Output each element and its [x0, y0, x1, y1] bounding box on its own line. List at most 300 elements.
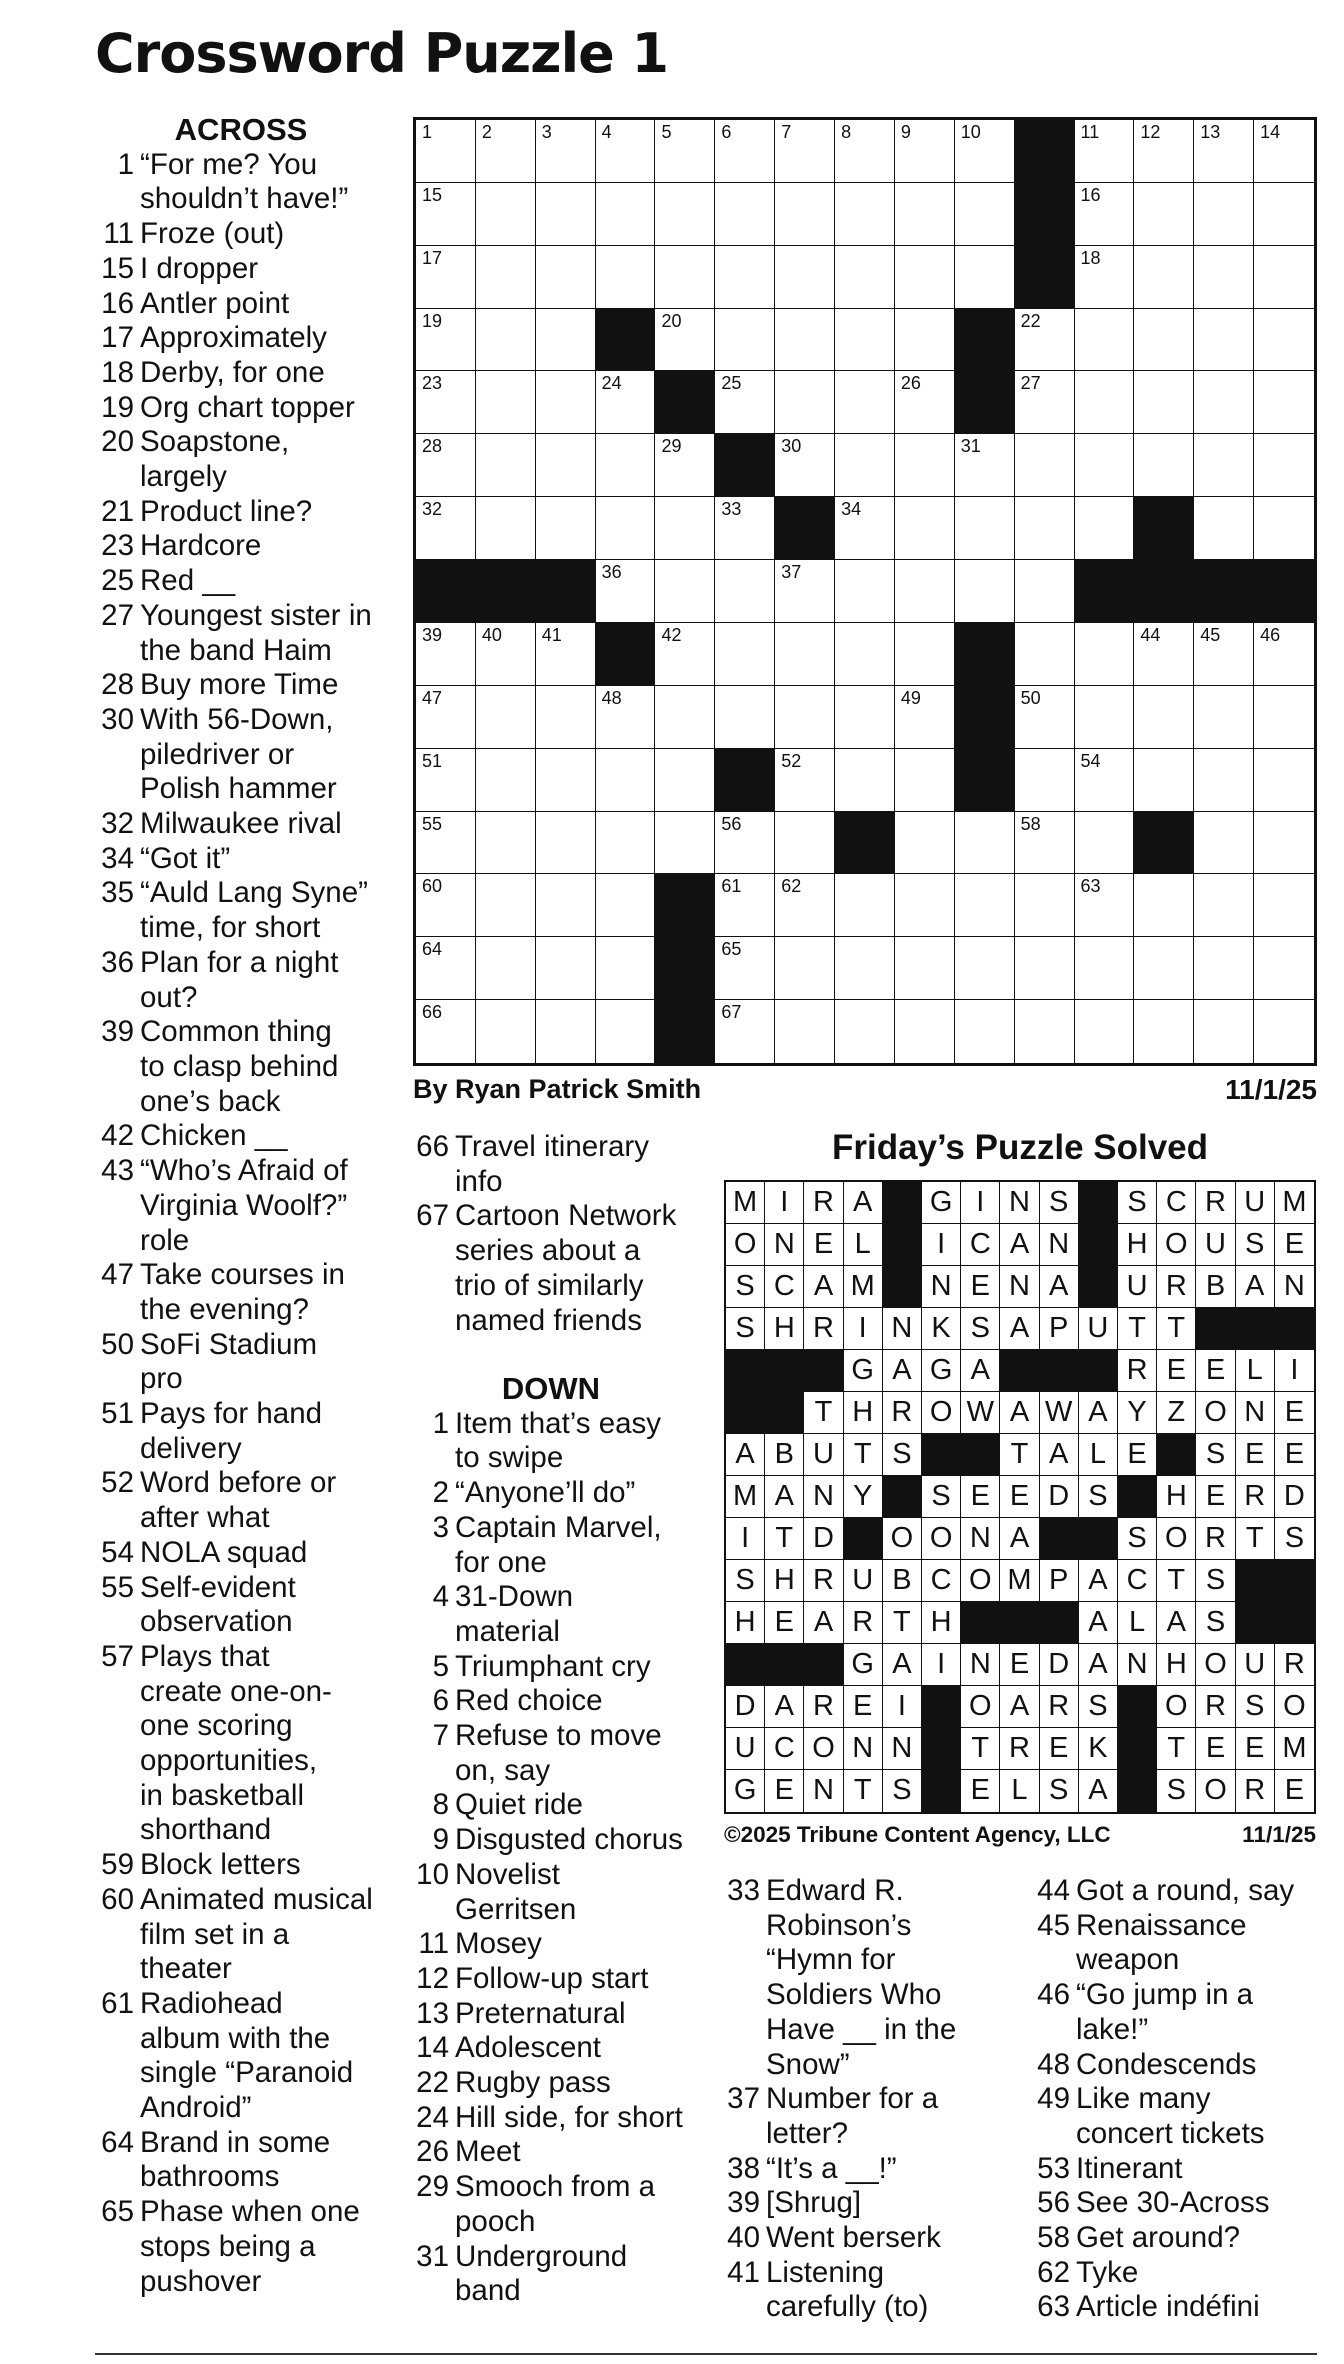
solution-letter: S: [1236, 1686, 1275, 1728]
solution-letter: S: [1079, 1476, 1118, 1518]
down-clues: [406, 1372, 696, 2309]
grid-cell[interactable]: [715, 937, 775, 1000]
black-square: [476, 560, 536, 623]
grid-cell[interactable]: [835, 309, 895, 372]
solution-letter: L: [1236, 1350, 1275, 1392]
grid-cell[interactable]: [1194, 812, 1254, 875]
clue-number: 41: [727, 2255, 760, 2289]
grid-cell[interactable]: [476, 812, 536, 875]
solution-letter: T: [1118, 1308, 1157, 1350]
grid-cell[interactable]: [895, 686, 955, 749]
grid-cell[interactable]: [476, 497, 536, 560]
grid-cell[interactable]: [655, 434, 715, 497]
solution-letter: S: [1275, 1518, 1314, 1560]
solution-letter: A: [1079, 1770, 1118, 1812]
grid-cell[interactable]: [955, 1000, 1015, 1063]
clue-number: 58: [1037, 2221, 1070, 2255]
grid-cell[interactable]: [775, 309, 835, 372]
across-clue: [96, 252, 386, 287]
grid-cell[interactable]: [775, 1000, 835, 1063]
clue-line: Hardcore: [140, 529, 262, 563]
grid-cell[interactable]: [895, 812, 955, 875]
grid-cell[interactable]: [596, 749, 656, 812]
solution-letter: G: [844, 1350, 883, 1392]
clue-number: 43: [960, 624, 981, 645]
grid-cell[interactable]: [655, 497, 715, 560]
solution-letter: T: [804, 1392, 843, 1434]
grid-cell[interactable]: [416, 120, 476, 183]
solution-black-square: [922, 1728, 961, 1770]
clue-line: Youngest sister in: [140, 598, 372, 632]
clue-number: 2: [432, 1476, 449, 1510]
grid-cell[interactable]: [955, 497, 1015, 560]
grid-cell[interactable]: [835, 686, 895, 749]
grid-cell[interactable]: [476, 749, 536, 812]
grid-cell[interactable]: [1015, 434, 1075, 497]
solution-black-square: [1000, 1602, 1039, 1644]
grid-cell[interactable]: [596, 686, 656, 749]
clue-text: [140, 668, 386, 703]
clue-line: the evening?: [140, 1292, 309, 1326]
clue-text: [140, 564, 386, 599]
grid-cell[interactable]: [955, 120, 1015, 183]
grid-cell[interactable]: [1194, 749, 1254, 812]
clue-number: 51: [101, 1397, 134, 1431]
grid-cell[interactable]: [476, 1000, 536, 1063]
grid-cell[interactable]: [476, 309, 536, 372]
clue-text: [766, 1874, 1016, 2082]
grid-cell[interactable]: [955, 937, 1015, 1000]
grid-cell[interactable]: [1134, 246, 1194, 309]
grid-cell[interactable]: [1015, 686, 1075, 749]
grid-cell[interactable]: [596, 1000, 656, 1063]
grid-cell[interactable]: [1134, 937, 1194, 1000]
grid-cell[interactable]: [1134, 1000, 1194, 1063]
grid-cell[interactable]: [1254, 309, 1314, 372]
clue-text: [766, 2256, 1016, 2325]
grid-cell[interactable]: [1194, 1000, 1254, 1063]
grid-cell[interactable]: [775, 434, 835, 497]
down-clue: [1027, 2186, 1327, 2221]
clue-number: 20: [661, 310, 682, 331]
grid-cell[interactable]: [1254, 686, 1314, 749]
grid-cell[interactable]: [895, 560, 955, 623]
grid-cell[interactable]: [1254, 120, 1314, 183]
grid-cell[interactable]: [1194, 434, 1254, 497]
clue-line: Smooch from a: [455, 2170, 656, 2204]
grid-cell[interactable]: [1134, 309, 1194, 372]
solution-letter: I: [765, 1182, 804, 1224]
solution-letter: T: [883, 1602, 922, 1644]
across-header: ACROSS: [174, 112, 308, 147]
grid-cell[interactable]: [835, 371, 895, 434]
clue-line: Have __ in the: [766, 2012, 957, 2046]
across-clue: [96, 668, 386, 703]
clue-text: [766, 2152, 1016, 2187]
grid-cell[interactable]: [416, 812, 476, 875]
grid-cell[interactable]: [1075, 309, 1135, 372]
grid-cell[interactable]: [596, 371, 656, 434]
grid-cell[interactable]: [775, 686, 835, 749]
grid-cell[interactable]: [596, 560, 656, 623]
grid-cell[interactable]: [536, 183, 596, 246]
solution-letter: O: [961, 1686, 1000, 1728]
grid-cell[interactable]: [416, 937, 476, 1000]
grid-cell[interactable]: [1194, 623, 1254, 686]
clue-number: 21: [960, 310, 981, 331]
grid-cell[interactable]: [416, 686, 476, 749]
grid-cell[interactable]: [1015, 497, 1075, 560]
grid-cell[interactable]: [775, 874, 835, 937]
clue-line: Soldiers Who: [766, 1978, 942, 2012]
grid-cell[interactable]: [835, 560, 895, 623]
grid-cell[interactable]: [536, 749, 596, 812]
grid-cell[interactable]: [1075, 497, 1135, 560]
grid-cell[interactable]: [1254, 623, 1314, 686]
grid-cell[interactable]: [775, 371, 835, 434]
grid-cell[interactable]: [655, 246, 715, 309]
grid-cell[interactable]: [1134, 434, 1194, 497]
grid-cell[interactable]: [416, 497, 476, 560]
clue-line: Robinson’s: [766, 1908, 912, 1942]
grid-cell[interactable]: [416, 623, 476, 686]
clue-line: Word before or: [140, 1466, 337, 1500]
grid-cell[interactable]: [1134, 623, 1194, 686]
grid-cell[interactable]: [1015, 749, 1075, 812]
grid-cell[interactable]: [1015, 812, 1075, 875]
grid-cell[interactable]: [1194, 874, 1254, 937]
grid-cell[interactable]: [955, 874, 1015, 937]
across-clue: [96, 1154, 386, 1258]
solution-letter: S: [883, 1770, 922, 1812]
grid-cell[interactable]: [715, 120, 775, 183]
grid-cell[interactable]: [955, 183, 1015, 246]
grid-cell[interactable]: [775, 120, 835, 183]
clue-text: [455, 1650, 696, 1685]
solution-black-square: [1079, 1182, 1118, 1224]
clue-number: 24: [416, 2100, 449, 2134]
grid-cell[interactable]: [835, 937, 895, 1000]
clue-line: Approximately: [140, 321, 327, 355]
clue-number: 42: [101, 1119, 134, 1153]
grid-cell[interactable]: [1075, 749, 1135, 812]
grid-cell[interactable]: [1254, 874, 1314, 937]
across-clue: [96, 1466, 386, 1535]
grid-cell[interactable]: [1254, 749, 1314, 812]
grid-cell[interactable]: [476, 623, 536, 686]
clue-text: [455, 1962, 696, 1997]
clue-line: Quiet ride: [455, 1788, 583, 1822]
grid-cell[interactable]: [1254, 812, 1314, 875]
grid-cell[interactable]: [835, 246, 895, 309]
grid-cell[interactable]: [895, 623, 955, 686]
clue-line: after what: [140, 1501, 270, 1535]
clue-text: [1076, 2048, 1327, 2083]
solution-letter: N: [1236, 1392, 1275, 1434]
grid-cell[interactable]: [835, 497, 895, 560]
grid-cell[interactable]: [1075, 623, 1135, 686]
clue-number: 28: [422, 436, 443, 457]
grid-cell[interactable]: [775, 246, 835, 309]
grid-cell[interactable]: [536, 937, 596, 1000]
grid-cell[interactable]: [1254, 183, 1314, 246]
clue-number: 64: [101, 2125, 134, 2159]
grid-cell[interactable]: [1254, 497, 1314, 560]
grid-cell[interactable]: [715, 686, 775, 749]
grid-cell[interactable]: [895, 874, 955, 937]
grid-cell[interactable]: [536, 497, 596, 560]
across-clue: [96, 217, 386, 252]
grid-cell[interactable]: [416, 246, 476, 309]
solution-black-square: [1196, 1308, 1235, 1350]
grid-cell[interactable]: [536, 120, 596, 183]
grid-cell[interactable]: [1075, 120, 1135, 183]
grid-cell[interactable]: [835, 183, 895, 246]
grid-cell[interactable]: [715, 874, 775, 937]
grid-cell[interactable]: [895, 183, 955, 246]
grid-cell[interactable]: [655, 120, 715, 183]
grid-cell[interactable]: [476, 246, 536, 309]
grid-cell[interactable]: [955, 434, 1015, 497]
solution-letter: K: [1079, 1728, 1118, 1770]
grid-cell[interactable]: [596, 937, 656, 1000]
grid-cell[interactable]: [835, 874, 895, 937]
grid-cell[interactable]: [895, 371, 955, 434]
clue-line: Adolescent: [455, 2031, 601, 2065]
grid-cell[interactable]: [775, 937, 835, 1000]
grid-cell[interactable]: [1015, 623, 1075, 686]
grid-cell[interactable]: [1075, 183, 1135, 246]
grid-cell[interactable]: [536, 434, 596, 497]
grid-cell[interactable]: [1194, 309, 1254, 372]
grid-cell[interactable]: [416, 309, 476, 372]
grid-cell[interactable]: [536, 812, 596, 875]
clue-number: 53: [1037, 2151, 1070, 2185]
grid-cell[interactable]: [775, 183, 835, 246]
grid-cell[interactable]: [1134, 749, 1194, 812]
grid-cell[interactable]: [655, 560, 715, 623]
solution-letter: A: [883, 1350, 922, 1392]
down-clue: [1027, 2048, 1327, 2083]
grid-cell[interactable]: [596, 874, 656, 937]
down-clues-continued-1: [716, 1874, 1016, 2325]
grid-cell[interactable]: [1194, 686, 1254, 749]
grid-cell[interactable]: [1075, 874, 1135, 937]
solution-letter: S: [726, 1266, 765, 1308]
black-square: [1134, 812, 1194, 875]
clue-line: Triumphant cry: [455, 1649, 651, 1683]
grid-cell[interactable]: [1075, 371, 1135, 434]
grid-cell[interactable]: [775, 560, 835, 623]
solution-letter: R: [804, 1560, 843, 1602]
clue-line: Red __: [140, 564, 236, 598]
solution-letter: A: [1236, 1266, 1275, 1308]
clue-number: 16: [1080, 184, 1101, 205]
byline: By Ryan Patrick Smith: [413, 1074, 702, 1104]
grid-cell[interactable]: [895, 120, 955, 183]
grid-cell[interactable]: [715, 497, 775, 560]
across-clue: [96, 2126, 386, 2195]
grid-cell[interactable]: [895, 246, 955, 309]
grid-cell[interactable]: [835, 1000, 895, 1063]
solution-letter: E: [1000, 1476, 1039, 1518]
grid-cell[interactable]: [1075, 686, 1135, 749]
grid-cell[interactable]: [835, 623, 895, 686]
clue-number: 23: [422, 373, 443, 394]
grid-cell[interactable]: [895, 749, 955, 812]
grid-cell[interactable]: [1134, 120, 1194, 183]
grid-cell[interactable]: [536, 874, 596, 937]
grid-cell[interactable]: [955, 812, 1015, 875]
grid-cell[interactable]: [416, 1000, 476, 1063]
clue-text: [140, 287, 386, 322]
grid-cell[interactable]: [655, 812, 715, 875]
grid-cell[interactable]: [476, 874, 536, 937]
grid-cell[interactable]: [416, 183, 476, 246]
clue-number: 17: [422, 247, 443, 268]
grid-cell[interactable]: [835, 434, 895, 497]
grid-cell[interactable]: [1194, 497, 1254, 560]
grid-cell[interactable]: [655, 749, 715, 812]
grid-cell[interactable]: [715, 309, 775, 372]
clue-line: lake!”: [1076, 2012, 1149, 2046]
grid-cell[interactable]: [536, 371, 596, 434]
grid-cell[interactable]: [655, 623, 715, 686]
clue-number: 24: [601, 373, 622, 394]
solution-letter: A: [1000, 1308, 1039, 1350]
grid-cell[interactable]: [1254, 1000, 1314, 1063]
grid-cell[interactable]: [536, 686, 596, 749]
grid-cell[interactable]: [416, 371, 476, 434]
clue-line: named friends: [455, 1303, 642, 1337]
grid-cell[interactable]: [715, 1000, 775, 1063]
solution-letter: U: [1196, 1224, 1235, 1266]
grid-cell[interactable]: [715, 183, 775, 246]
grid-cell[interactable]: [1075, 937, 1135, 1000]
down-clue: [716, 2221, 1016, 2256]
clue-text: [455, 1130, 696, 1199]
grid-cell[interactable]: [476, 937, 536, 1000]
grid-cell[interactable]: [955, 246, 1015, 309]
grid-cell[interactable]: [416, 749, 476, 812]
grid-cell[interactable]: [1194, 937, 1254, 1000]
grid-cell[interactable]: [536, 1000, 596, 1063]
grid-cell[interactable]: [536, 309, 596, 372]
grid-cell[interactable]: [1194, 183, 1254, 246]
grid-cell[interactable]: [1134, 686, 1194, 749]
clue-line: “Hymn for: [766, 1943, 896, 1977]
grid-cell[interactable]: [895, 497, 955, 560]
grid-cell[interactable]: [1015, 1000, 1075, 1063]
grid-cell[interactable]: [596, 183, 656, 246]
grid-cell[interactable]: [476, 434, 536, 497]
grid-cell[interactable]: [775, 749, 835, 812]
grid-cell[interactable]: [1134, 874, 1194, 937]
grid-cell[interactable]: [895, 1000, 955, 1063]
clue-line: Article indéfini: [1076, 2290, 1260, 2324]
grid-cell[interactable]: [1075, 246, 1135, 309]
clue-number: 46: [1260, 624, 1281, 645]
grid-cell[interactable]: [1194, 371, 1254, 434]
clue-line: out?: [140, 980, 198, 1014]
grid-cell[interactable]: [715, 246, 775, 309]
grid-cell[interactable]: [835, 749, 895, 812]
grid-cell[interactable]: [476, 120, 536, 183]
clue-number: 67: [721, 1002, 742, 1023]
grid-cell[interactable]: [596, 434, 656, 497]
solution-black-square: [1118, 1476, 1157, 1518]
grid-cell[interactable]: [476, 371, 536, 434]
across-clue: [96, 321, 386, 356]
grid-cell[interactable]: [715, 812, 775, 875]
clue-line: the band Haim: [140, 633, 332, 667]
clue-number: 48: [1037, 2047, 1070, 2081]
grid-cell[interactable]: [715, 371, 775, 434]
grid-cell[interactable]: [596, 497, 656, 560]
grid-cell[interactable]: [955, 560, 1015, 623]
solution-black-square: [922, 1434, 961, 1476]
grid-cell[interactable]: [1015, 937, 1075, 1000]
solution-letter: A: [844, 1182, 883, 1224]
grid-cell[interactable]: [775, 812, 835, 875]
grid-cell[interactable]: [655, 686, 715, 749]
grid-cell[interactable]: [715, 623, 775, 686]
grid-cell[interactable]: [895, 937, 955, 1000]
grid-cell[interactable]: [1015, 874, 1075, 937]
grid-cell[interactable]: [1254, 371, 1314, 434]
grid-cell[interactable]: [1015, 309, 1075, 372]
grid-cell[interactable]: [476, 686, 536, 749]
grid-cell[interactable]: [536, 246, 596, 309]
grid-cell[interactable]: [536, 623, 596, 686]
grid-cell[interactable]: [1194, 246, 1254, 309]
clue-text: [140, 1536, 386, 1571]
grid-cell[interactable]: [596, 812, 656, 875]
grid-cell[interactable]: [1075, 1000, 1135, 1063]
grid-cell[interactable]: [416, 434, 476, 497]
across-clue: [96, 356, 386, 391]
grid-cell[interactable]: [1015, 371, 1075, 434]
grid-cell[interactable]: [835, 120, 895, 183]
grid-cell[interactable]: [715, 560, 775, 623]
solution-letter: S: [726, 1560, 765, 1602]
clue-text: [140, 321, 386, 356]
grid-cell[interactable]: [655, 309, 715, 372]
grid-cell[interactable]: [596, 246, 656, 309]
grid-cell[interactable]: [596, 120, 656, 183]
grid-cell[interactable]: [1134, 371, 1194, 434]
grid-cell[interactable]: [775, 623, 835, 686]
grid-cell[interactable]: [1194, 120, 1254, 183]
grid-cell[interactable]: [1254, 434, 1314, 497]
grid-cell[interactable]: [655, 183, 715, 246]
grid-cell[interactable]: [1134, 183, 1194, 246]
grid-cell[interactable]: [476, 183, 536, 246]
grid-cell[interactable]: [1254, 246, 1314, 309]
grid-cell[interactable]: [1075, 434, 1135, 497]
across-clue: [96, 1848, 386, 1883]
grid-cell[interactable]: [1254, 937, 1314, 1000]
grid-cell[interactable]: [895, 434, 955, 497]
grid-cell[interactable]: [1075, 812, 1135, 875]
solution-letter: T: [765, 1518, 804, 1560]
grid-cell[interactable]: [1015, 560, 1075, 623]
clue-number: 63: [1037, 2290, 1070, 2324]
grid-cell[interactable]: [416, 874, 476, 937]
grid-cell[interactable]: [895, 309, 955, 372]
down-clue: [1027, 2152, 1327, 2187]
clue-line: info: [455, 1164, 503, 1198]
